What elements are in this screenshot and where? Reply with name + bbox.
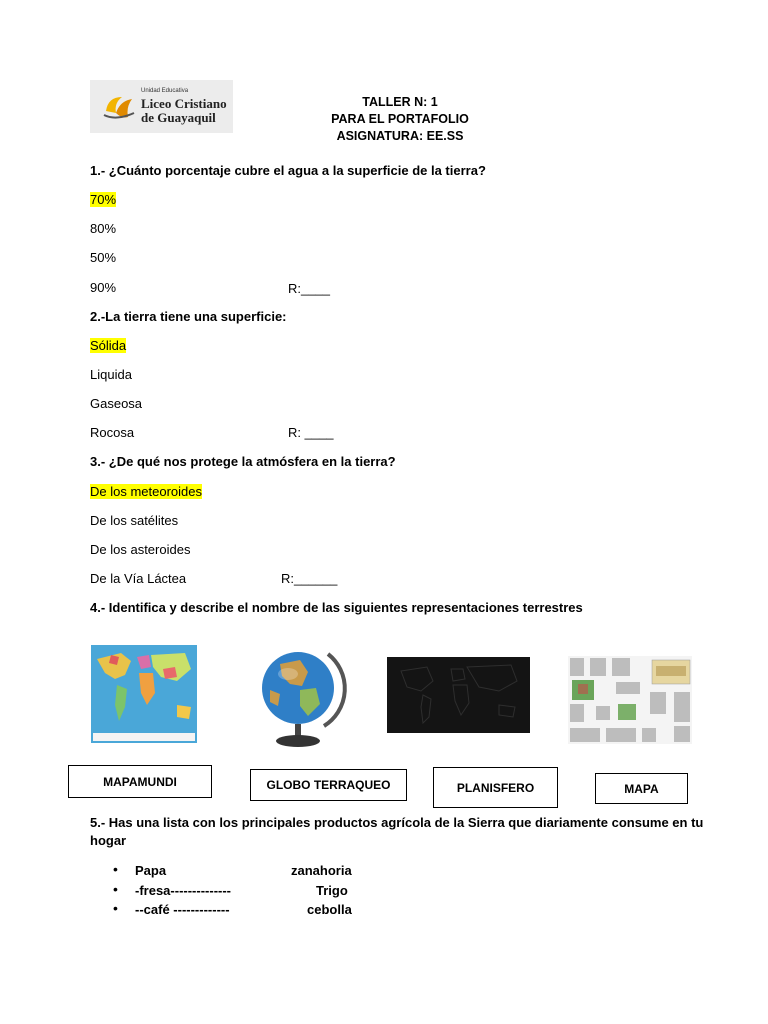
label-mapa: MAPA <box>595 773 688 804</box>
worksheet-subject: ASIGNATURA: EE.SS <box>336 129 464 143</box>
list-item-right: Trigo <box>316 883 348 898</box>
street-map-image <box>568 656 692 744</box>
q2-option-3: Gaseosa <box>90 396 143 411</box>
planisphere-image <box>387 657 530 733</box>
q2-answer-line: R: ____ <box>288 425 334 440</box>
list-item-left: --café ------------- <box>135 902 230 917</box>
globe-image <box>250 640 350 750</box>
q2-option-4: Rocosa <box>90 425 135 440</box>
label-mapamundi: MAPAMUNDI <box>68 765 212 798</box>
bullet-icon: • <box>113 881 118 897</box>
q1-option-3: 50% <box>90 250 117 265</box>
logo-emblem-icon <box>102 91 136 123</box>
question-1: 1.- ¿Cuánto porcentaje cubre el agua a la superficie de la tierra? <box>90 163 486 178</box>
bullet-icon: • <box>113 900 118 916</box>
list-item-right: cebolla <box>307 902 352 917</box>
worksheet-purpose: PARA EL PORTAFOLIO <box>331 112 469 126</box>
q1-option-1-selected: 70% <box>90 192 117 207</box>
q2-option-2: Liquida <box>90 367 132 382</box>
question-3: 3.- ¿De qué nos protege la atmósfera en la tierra? <box>90 454 396 469</box>
q1-answer-line: R:____ <box>288 281 330 296</box>
q1-option-4: 90% <box>90 280 117 295</box>
school-logo <box>90 80 233 133</box>
question-5-line2: hogar <box>90 833 127 848</box>
q3-option-2: De los satélites <box>90 513 179 528</box>
q2-option-1-selected: Sólida <box>90 338 127 353</box>
worksheet-title: TALLER N: 1 <box>362 95 438 109</box>
q1-option-2: 80% <box>90 221 117 236</box>
question-4: 4.- Identifica y describe el nombre de las siguientes representaciones terrestres <box>90 600 583 615</box>
list-item-right: zanahoria <box>291 863 352 878</box>
list-item-left: -fresa-------------- <box>135 883 232 898</box>
q3-option-4: De la Vía Láctea <box>90 571 187 586</box>
q3-option-1-selected: De los meteoroides <box>90 484 202 499</box>
label-planisfero: PLANISFERO <box>433 767 558 808</box>
list-item-left: Papa <box>135 863 167 878</box>
q3-answer-line: R:______ <box>281 571 338 586</box>
question-5-line1: 5.- Has una lista con los principales productos agrícola de la Sierra que diariamente consume en tu <box>90 815 704 830</box>
world-map-image <box>91 645 197 743</box>
logo-name-line2: de Guayaquil <box>141 110 216 125</box>
logo-subtitle: Unidad Educativa <box>141 88 189 94</box>
bullet-icon: • <box>113 861 118 877</box>
q3-option-3: De los asteroides <box>90 542 191 557</box>
label-globo-terraqueo: GLOBO TERRAQUEO <box>250 769 407 801</box>
question-2: 2.-La tierra tiene una superficie: <box>90 309 287 324</box>
logo-name-line1: Liceo Cristiano <box>141 96 227 111</box>
